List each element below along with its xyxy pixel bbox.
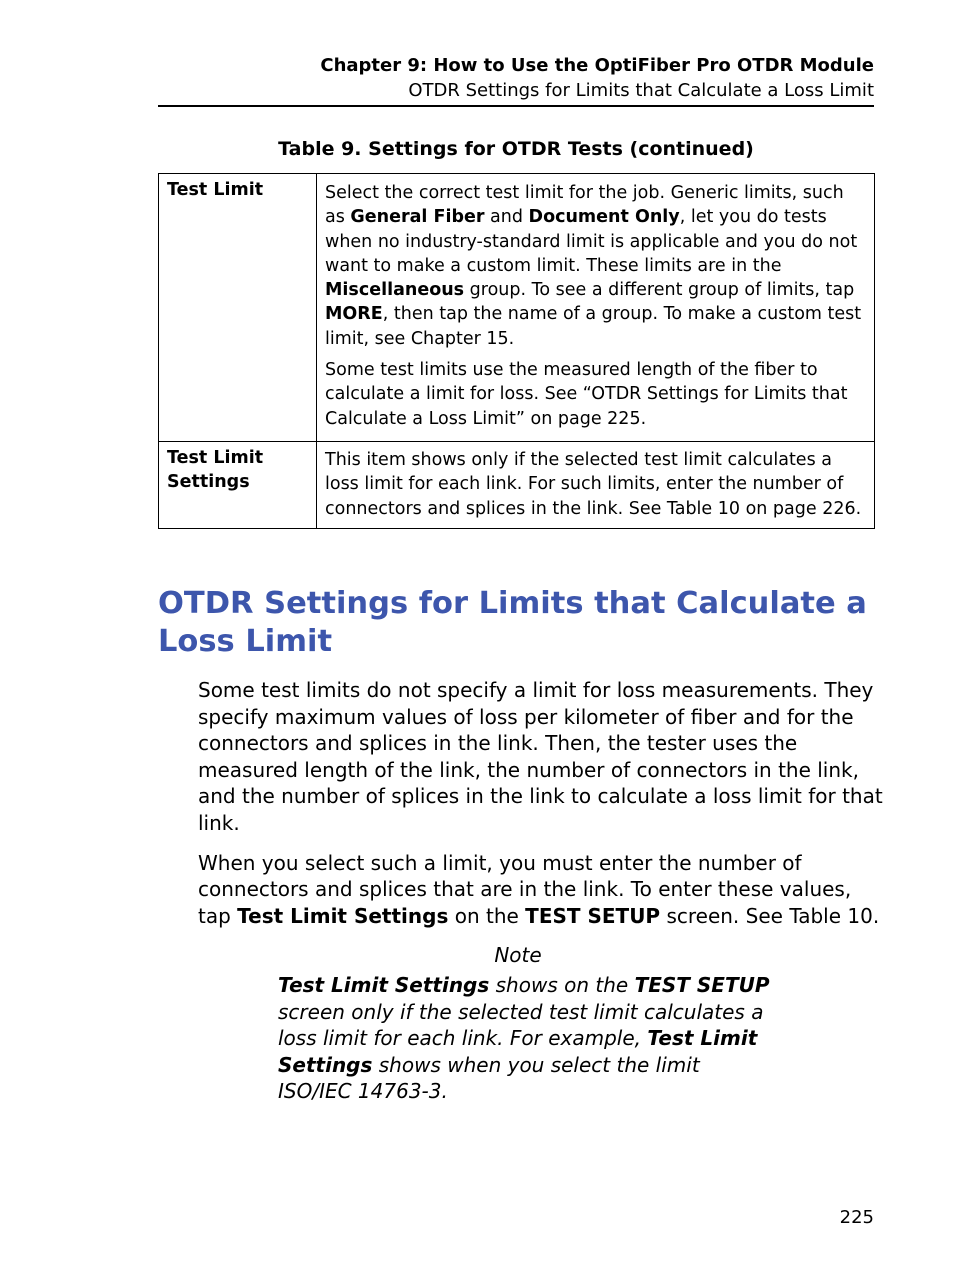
note-text	[278, 972, 778, 1105]
bold-term: Test Limit Settings	[278, 973, 490, 997]
text-run: shows on the	[489, 973, 635, 997]
table-row	[159, 174, 875, 442]
text-run: Select the correct test limit for the job. Generic limits, such as	[325, 183, 844, 228]
bold-term: TEST SETUP	[634, 973, 770, 997]
text-run: shows when you select the limit ISO/IEC 14763-3.	[278, 1052, 700, 1104]
bold-term: Test Limit Settings	[237, 903, 449, 928]
description-paragraph: Some test limits use the measured length of the fiber to calculate a limit for loss. See “OTDR Settings for Limits that Calculate a Loss Limit” on page 225.	[325, 360, 848, 429]
row-label	[159, 174, 317, 442]
body-text	[198, 677, 888, 929]
row-label-text: Test Limit	[167, 447, 264, 468]
bold-term: Miscellaneous	[325, 280, 465, 301]
text-run: group. To see a different group of limits, tap	[464, 280, 855, 301]
description-paragraph	[325, 181, 864, 351]
row-description	[317, 441, 875, 528]
running-header	[158, 53, 874, 107]
text-run: , let you do tests when no industry-standard limit is applicable and you do not want to make a custom limit. These limits are in the	[325, 207, 858, 276]
bold-term: TEST SETUP	[525, 903, 661, 928]
row-label	[159, 441, 317, 528]
body-paragraph	[198, 850, 888, 930]
text-run: screen only if the selected test limit calculates a loss limit for each link. For example,	[278, 999, 764, 1051]
table-row	[159, 441, 875, 528]
text-run: on the	[448, 903, 526, 928]
row-label-text: Test Limit	[167, 180, 264, 200]
text-run: screen. See Table 10.	[660, 903, 880, 928]
chapter-title: Chapter 9: How to Use the OptiFiber Pro OTDR Module	[320, 55, 874, 76]
header-section-title: OTDR Settings for Limits that Calculate a Loss Limit	[408, 80, 874, 101]
text-run: , then tap the name of a group. To make a custom test limit, see Chapter 15.	[325, 304, 862, 349]
row-description	[317, 174, 875, 442]
page-number: 225	[839, 1207, 874, 1228]
bold-term: General Fiber	[350, 207, 485, 228]
text-run: When you select such a limit, you must enter the number of connectors and splices that are in the link. To enter these values, tap	[198, 850, 852, 928]
bold-term: Document Only	[528, 207, 680, 228]
section-heading: OTDR Settings for Limits that Calculate a Loss Limit	[158, 586, 867, 659]
settings-table	[158, 173, 875, 529]
description-paragraph: This item shows only if the selected test limit calculates a loss limit for each link. For such limits, enter the number of connectors and splices in the link. See Table 10 on page 226.	[325, 449, 862, 519]
row-label-text: Settings	[167, 472, 250, 493]
table-caption: Table 9. Settings for OTDR Tests (continued)	[278, 138, 754, 160]
bold-term: MORE	[325, 304, 383, 325]
bold-term: Test Limit Settings	[278, 1026, 758, 1077]
body-paragraph: Some test limits do not specify a limit for loss measurements. They specify maximum values of loss per kilometer of fiber and for the connectors and splices in the link. Then, the tester uses the measured length of the link, the number of connectors in the link, and the number of splices in the link to calculate a loss limit for that link.	[198, 678, 883, 835]
note-label: Note	[494, 943, 542, 967]
text-run: and	[484, 207, 529, 228]
